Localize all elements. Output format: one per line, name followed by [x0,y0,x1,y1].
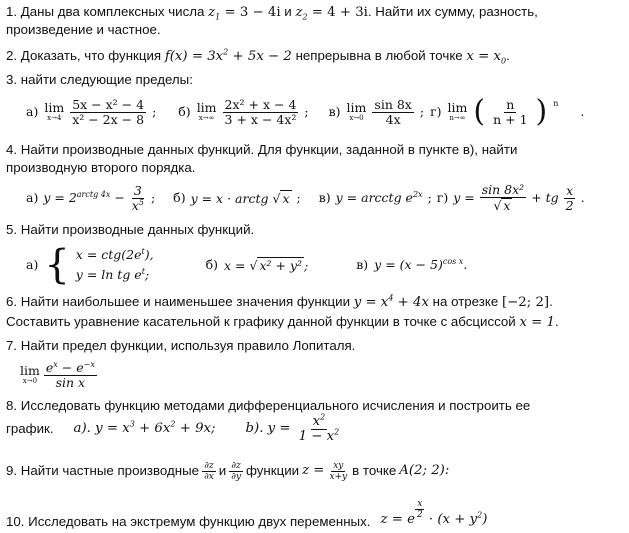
function-g: y = [453,190,475,205]
task-3-title: 3. найти следующие пределы: [6,72,193,87]
task-6-segment: [−2; 2] [501,295,550,310]
function-b: y = x · arctg √ x [190,190,290,206]
limit-a: lim x→4 [44,100,65,122]
task-4-line-1: 4. Найти производные данных функций. Для функции, заданной в пункте в), найти [6,142,518,157]
task-7-limit [20,356,97,394]
task-5-functions: а) { $x = ctg(2e^t)$, y = ln tg $e^t$; б) x = √ x² + y² ; в) $y = (x - 5)^{cos x}$. [26,242,468,288]
fraction-v: sin 8x 4x [374,96,412,127]
task-8-line-2: график. a). $y = x^3 + 6x^2 + 9x$; b). y = $\frac{x^2}{1 - x^2}$ [6,412,340,444]
task-8-line-1: 8. Исследовать функцию методами дифференциального исчисления и построить ее [6,398,531,413]
task-6-function: $y = x^4 + 4x$ [353,293,429,310]
task-1-line-2: произведение и частное. [6,22,161,37]
function-8b: b). y = [245,421,291,436]
z2-symbol: $z_2$ [295,5,308,22]
fraction-4a: $\frac{3}{x^5}$ [131,182,144,213]
parametric-system: $x = ctg(2e^t)$, y = ln tg $e^t$; [75,246,154,282]
task-6-line-1: 6. Найти наибольшее и наименьшее значения функции $y = x^4 + 4x$ на отрезке [−2; 2]. [6,293,553,310]
function-5b: x = √ x² + y² ; [224,257,309,273]
limit-g: lim n→∞ [447,100,468,122]
task-7-title: 7. Найти предел функции, используя правило Лопиталя. [6,338,356,353]
task-9-point: A(2; 2): [399,463,450,478]
task-9: 9. Найти частные производные ∂z ∂x и ∂z ∂y функции z = $\frac{xy}{x+y}$ в точке A(2; 2): [6,460,450,482]
function-a: $y = 2^{arctg 4x}$ − [43,189,125,205]
limit-b: lim x→∞ [196,100,217,122]
task-1-line-1: 1. Даны два комплексных числа $z_1 = 3 - 4i$ и $z_2 = 4 + 3i$. Найти их сумму, разность, [6,4,538,22]
task-5-title: 5. Найти производные данных функций. [6,222,255,237]
fraction-a: 5x − x² − 4 x² − 2x − 8 [72,96,145,127]
task-4-line-2: производную второго порядка. [6,160,196,175]
fraction-8b: $\frac{x^2}{1 - x^2}$ [298,412,340,444]
fraction-4g-tg: x 2 [565,182,574,213]
partial-dz-dx: ∂z ∂x [204,460,214,482]
fraction-7: $e^x - e^{-x}$ sin x [45,359,95,390]
task-6-abscissa: x = 1 [519,315,556,330]
task-1-text: 1. Даны два комплексных числа [6,4,205,19]
function-10: z = e $\frac{x}{2}$ · $(x + y^2)$ [380,499,488,527]
task-2: 2. Доказать, что функция $f(x) = 3x^2 + 5x - 2$ непрерывна в любой точке $x = x_0$. [6,47,510,66]
fraction-9: $\frac{xy}{x+y}$ [329,460,348,482]
task-6-line-2: Составить уравнение касательной к графику данной функции в точке с абсциссой x = 1. [6,314,559,330]
task-10: 10. Исследовать на экстремум функцию двух переменных. z = e $\frac{x}{2}$ · $(x + y^2)$ [6,499,488,529]
task-4-functions: а) $y = 2^{arctg 4x}$ − $\frac{3}{x^5}$ ; б) y = x · arctg √ x ; в) y = arcctg $e^{2x}$ ; г) y = $\frac{\text{sin 8x²}}{√ x}$ + tg x 2 . [26,182,585,213]
function-8a: a). $y = x^3 + 6x^2 + 9x$; [73,419,216,436]
function-v: y = arcctg $e^{2x}$ [335,189,423,205]
fraction-b: 2x² + x − 4 3 + x − 4x² [224,96,297,127]
partial-dz-dy: ∂z ∂y [231,460,241,482]
limit-7: lim x→0 [20,363,40,385]
fraction-4g: $\frac{\text{sin 8x²}}{√ x}$ [481,182,525,213]
task-3-limits: а) lim x→4 5x − x² − 4 x² − 2x − 8 ; б) lim x→∞ 2x² + x − 4 3 + x − 4x² ; в) lim x→0 sin 8x 4x ; г) lim n→∞ ( n n + 1 ) $^n$ . [26,94,585,129]
system-brace: { [44,242,70,288]
z2-value: = 4 + 3i [307,5,368,20]
function-5v: $y = (x - 5)^{cos x}$. [374,256,468,272]
limit-v: lim x→0 [346,100,367,122]
z1-symbol: $z_1$ [208,5,221,22]
task-2-function: $f(x) = 3x^2 + 5x - 2$ [164,47,292,64]
z1-value: = 3 − 4i [220,5,281,20]
task-2-point: $x = x_0$ [466,49,507,66]
fraction-g: n n + 1 [493,96,528,127]
